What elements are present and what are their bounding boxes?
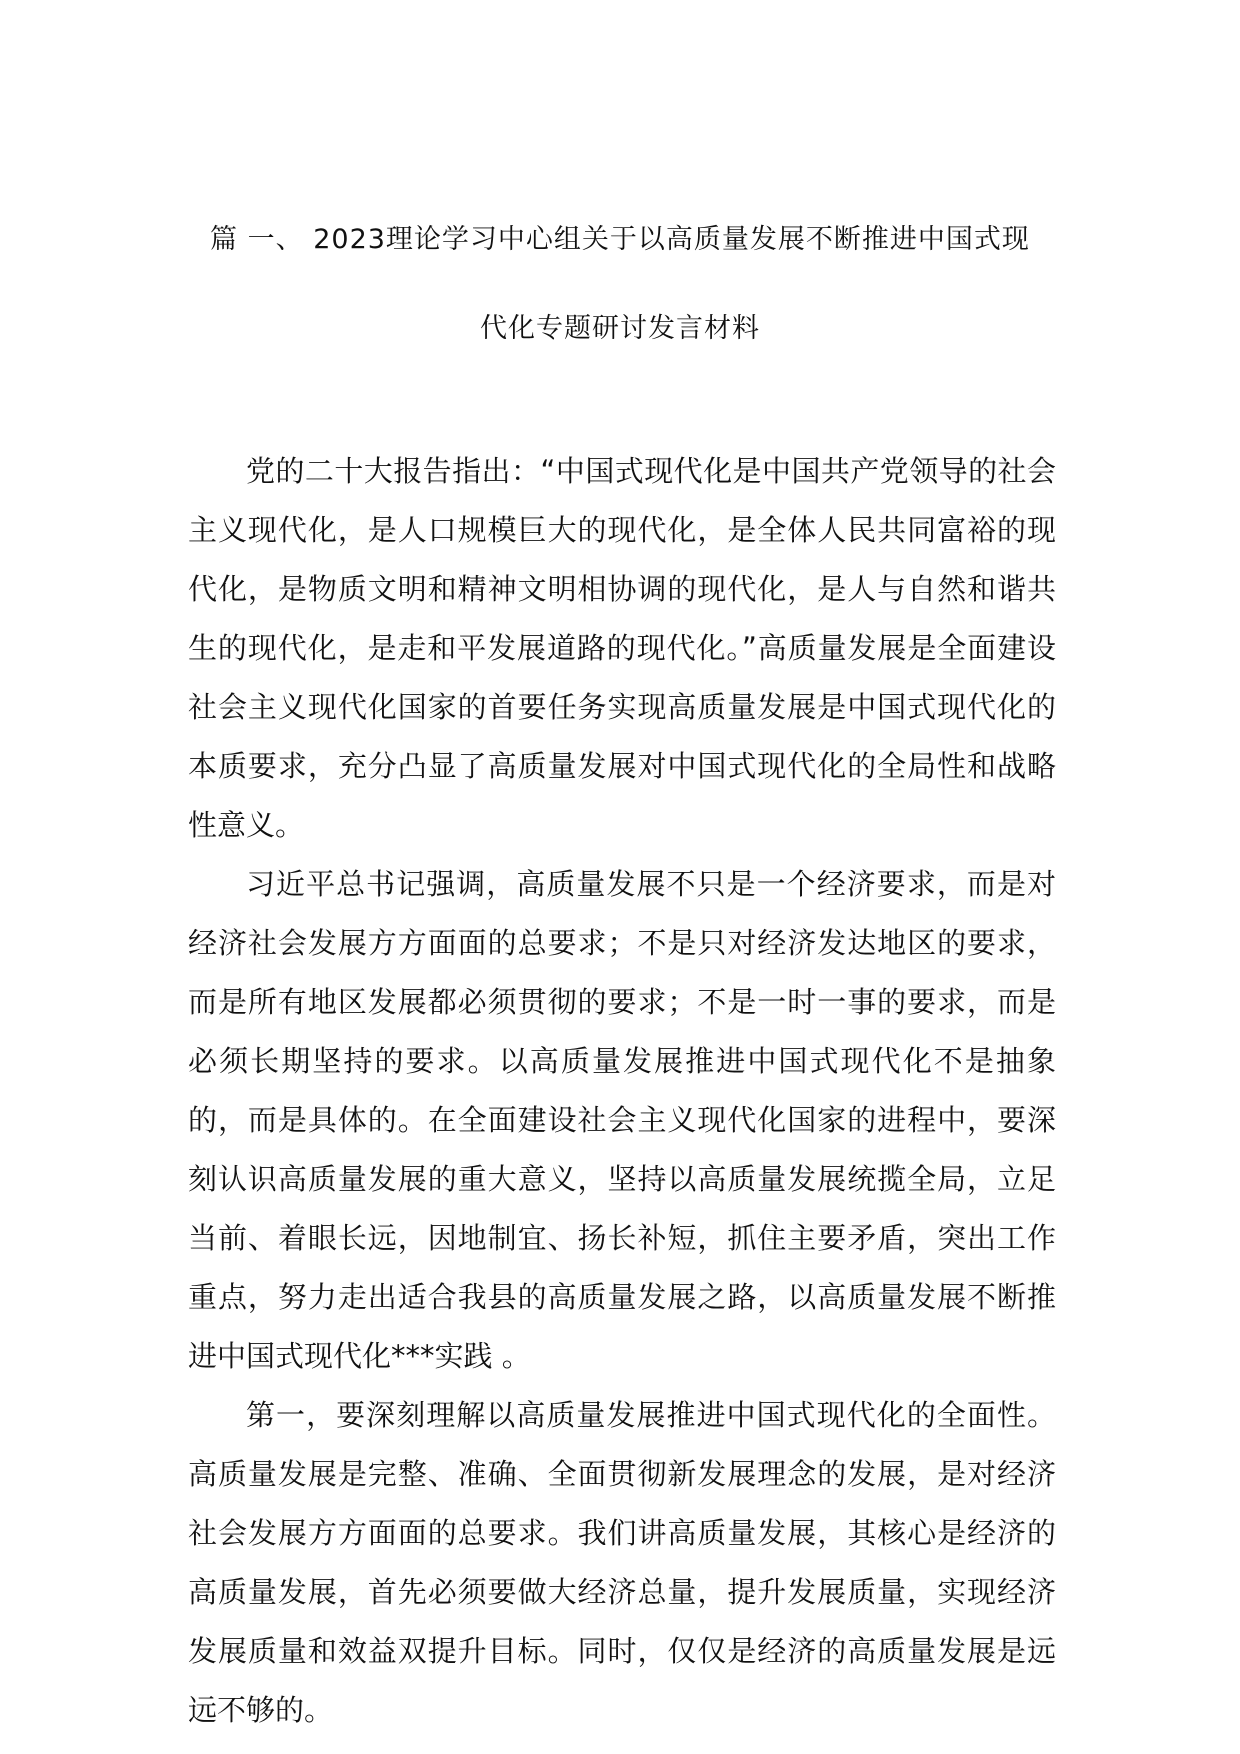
title-line-1: 篇 一、 2023理论学习中心组关于以高质量发展不断推进中国式现 [210,224,1030,255]
paragraph-1: 党的二十大报告指出：“中国式现代化是中国共产党领导的社会主义现代化，是人口规模巨大的现代化，是全体人民共同富裕的现代化，是物质文明和精神文明相协调的现代化，是人与自然和谐共生的现代化，是走和平发展道路的现代化。”高质量发展是全面建设社会主义现代化国家的首要任务实现高质量发展是中国式现代化的本质要求，充分凸显了高质量发展对中国式现代化的全局性和战略性意义。 [188,454,1056,842]
document-body [188,442,1056,1740]
title-line-2: 代化专题研讨发言材料 [480,313,760,344]
paragraph-3: 第一，要深刻理解以高质量发展推进中国式现代化的全面性。高质量发展是完整、准确、全面贯彻新发展理念的发展，是对经济社会发展方方面面的总要求。我们讲高质量发展，其核心是经济的高质量发展，首先必须要做大经济总量，提升发展质量，实现经济发展质量和效益双提升目标。同时，仅仅是经济的高质量发展是远远不够的。 [188,1398,1056,1727]
paragraph-2: 习近平总书记强调，高质量发展不只是一个经济要求，而是对经济社会发展方方面面的总要求；不是只对经济发达地区的要求，而是所有地区发展都必须贯彻的要求；不是一时一事的要求，而是必须长期坚持的要求。以高质量发展推进中国式现代化不是抽象的，而是具体的。在全面建设社会主义现代化国家的进程中，要深刻认识高质量发展的重大意义，坚持以高质量发展统揽全局，立足当前、着眼长远，因地制宜、扬长补短，抓住主要矛盾，突出工作重点，努力走出适合我县的高质量发展之路，以高质量发展不断推进中国式现代化***实践 。 [188,867,1056,1373]
document-title [160,224,1080,345]
